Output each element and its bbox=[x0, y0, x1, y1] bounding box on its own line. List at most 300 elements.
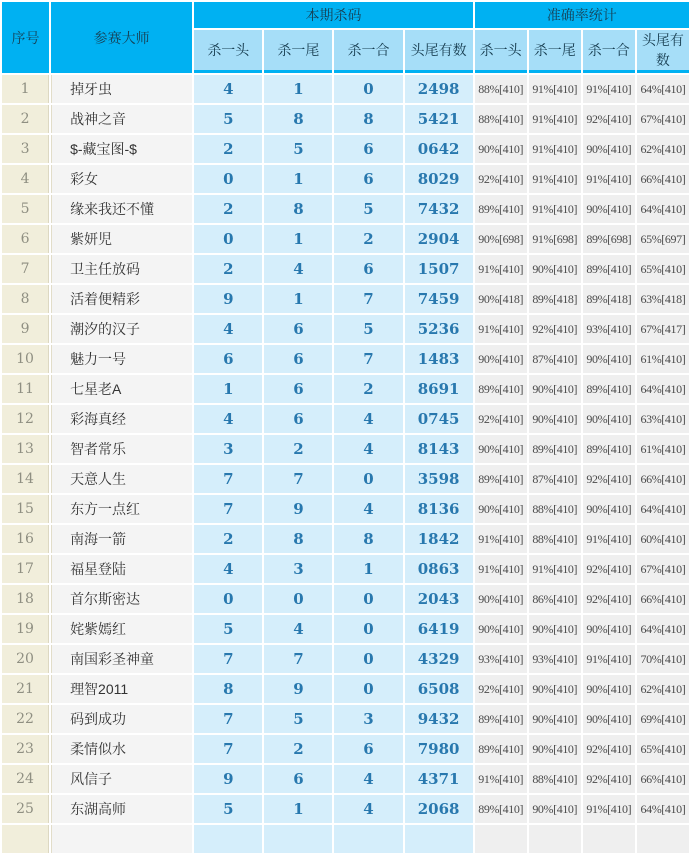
kill-code-value: 6419 bbox=[405, 615, 473, 643]
kill-code-value: 1 bbox=[334, 555, 402, 583]
kill-code-value: 0863 bbox=[405, 555, 473, 583]
kill-code-value: 4 bbox=[194, 315, 262, 343]
accuracy-value: 91%[410] bbox=[529, 555, 581, 583]
subheader-kill-tail: 杀一尾 bbox=[264, 30, 332, 73]
kill-code-value: 8 bbox=[264, 525, 332, 553]
master-name: 南海一箭 bbox=[51, 525, 192, 553]
row-number: 23 bbox=[2, 735, 49, 763]
table-row bbox=[2, 585, 689, 613]
master-name: 彩女 bbox=[51, 165, 192, 193]
accuracy-value: 92%[410] bbox=[583, 465, 635, 493]
kill-code-value: 8 bbox=[194, 675, 262, 703]
kill-code-value: 1507 bbox=[405, 255, 473, 283]
accuracy-value: 66%[410] bbox=[637, 465, 689, 493]
kill-code-value: 8 bbox=[264, 105, 332, 133]
accuracy-value: 91%[410] bbox=[475, 765, 527, 793]
kill-code-value: 7980 bbox=[405, 735, 473, 763]
kill-code-value: 8143 bbox=[405, 435, 473, 463]
accuracy-value: 93%[410] bbox=[529, 645, 581, 673]
kill-code-value: 2 bbox=[264, 735, 332, 763]
master-name: 卫主任放码 bbox=[51, 255, 192, 283]
row-number: 5 bbox=[2, 195, 49, 223]
master-name: 魅力一号 bbox=[51, 345, 192, 373]
row-number: 10 bbox=[2, 345, 49, 373]
accuracy-value: 92%[410] bbox=[475, 405, 527, 433]
accuracy-value: 62%[410] bbox=[637, 135, 689, 163]
table-row bbox=[2, 225, 689, 253]
table-row bbox=[2, 135, 689, 163]
accuracy-value: 87%[410] bbox=[529, 465, 581, 493]
kill-code-value: 2 bbox=[334, 375, 402, 403]
kill-code-value: 9432 bbox=[405, 705, 473, 733]
kill-code-value: 6 bbox=[334, 735, 402, 763]
accuracy-value: 91%[410] bbox=[529, 105, 581, 133]
accuracy-value: 86%[410] bbox=[529, 585, 581, 613]
column-header-no: 序号 bbox=[2, 2, 49, 73]
subheader-acc-kill-sum: 杀一合 bbox=[583, 30, 635, 73]
table-row bbox=[2, 735, 689, 763]
master-name: 七星老A bbox=[51, 375, 192, 403]
accuracy-value: 65%[697] bbox=[637, 225, 689, 253]
row-number: 20 bbox=[2, 645, 49, 673]
accuracy-value: 90%[410] bbox=[583, 675, 635, 703]
accuracy-value: 89%[410] bbox=[475, 195, 527, 223]
kill-code-value: 1 bbox=[264, 75, 332, 103]
accuracy-value: 64%[410] bbox=[637, 75, 689, 103]
accuracy-value bbox=[529, 825, 581, 853]
accuracy-value: 92%[410] bbox=[583, 735, 635, 763]
kill-code-value: 2 bbox=[334, 225, 402, 253]
accuracy-value: 91%[410] bbox=[529, 195, 581, 223]
kill-code-value: 5 bbox=[194, 795, 262, 823]
kill-code-value: 0 bbox=[334, 585, 402, 613]
accuracy-value: 91%[410] bbox=[529, 75, 581, 103]
kill-code-value: 3 bbox=[264, 555, 332, 583]
accuracy-value: 70%[410] bbox=[637, 645, 689, 673]
row-number: 15 bbox=[2, 495, 49, 523]
table-row bbox=[2, 825, 689, 853]
master-name: 柔情似水 bbox=[51, 735, 192, 763]
accuracy-value: 92%[410] bbox=[583, 585, 635, 613]
accuracy-value: 89%[410] bbox=[583, 435, 635, 463]
accuracy-value: 89%[410] bbox=[475, 795, 527, 823]
kill-code-value: 2043 bbox=[405, 585, 473, 613]
master-name: 智者常乐 bbox=[51, 435, 192, 463]
subheader-acc-headtail-numbers: 头尾有数 bbox=[637, 30, 689, 73]
row-number: 1 bbox=[2, 75, 49, 103]
accuracy-value: 91%[410] bbox=[583, 795, 635, 823]
table-row bbox=[2, 105, 689, 133]
accuracy-value: 90%[410] bbox=[475, 585, 527, 613]
kill-code-value: 0 bbox=[334, 615, 402, 643]
kill-code-value: 0 bbox=[194, 165, 262, 193]
table-row bbox=[2, 405, 689, 433]
accuracy-value: 90%[410] bbox=[529, 675, 581, 703]
kill-code-value: 2 bbox=[194, 255, 262, 283]
accuracy-value: 64%[410] bbox=[637, 495, 689, 523]
kill-code-value: 2 bbox=[264, 435, 332, 463]
kill-code-value: 2904 bbox=[405, 225, 473, 253]
kill-code-value: 4 bbox=[194, 75, 262, 103]
accuracy-value: 92%[410] bbox=[583, 555, 635, 583]
kill-code-value: 7 bbox=[334, 285, 402, 313]
accuracy-value: 66%[410] bbox=[637, 165, 689, 193]
accuracy-value: 92%[410] bbox=[583, 765, 635, 793]
kill-code-value: 0 bbox=[334, 645, 402, 673]
kill-code-value: 6 bbox=[264, 315, 332, 343]
kill-code-value: 0 bbox=[264, 585, 332, 613]
table-row bbox=[2, 345, 689, 373]
master-name: 紫妍児 bbox=[51, 225, 192, 253]
row-number: 14 bbox=[2, 465, 49, 493]
accuracy-value: 89%[410] bbox=[475, 375, 527, 403]
accuracy-value: 64%[410] bbox=[637, 795, 689, 823]
kill-code-value: 5 bbox=[334, 315, 402, 343]
kill-code-value: 8029 bbox=[405, 165, 473, 193]
master-name: 福星登陆 bbox=[51, 555, 192, 583]
accuracy-value: 88%[410] bbox=[529, 525, 581, 553]
table-row bbox=[2, 435, 689, 463]
accuracy-value: 91%[410] bbox=[475, 525, 527, 553]
accuracy-value: 93%[410] bbox=[583, 315, 635, 343]
kill-code-value: 1 bbox=[264, 225, 332, 253]
kill-code-value: 7 bbox=[194, 645, 262, 673]
row-number: 9 bbox=[2, 315, 49, 343]
kill-code-value: 8136 bbox=[405, 495, 473, 523]
column-header-master: 参赛大师 bbox=[51, 2, 192, 73]
row-number: 16 bbox=[2, 525, 49, 553]
accuracy-value: 90%[410] bbox=[475, 615, 527, 643]
accuracy-value: 92%[410] bbox=[583, 105, 635, 133]
table-row bbox=[2, 615, 689, 643]
kill-code-value: 0 bbox=[334, 465, 402, 493]
accuracy-value: 90%[410] bbox=[529, 795, 581, 823]
kill-code-value: 7 bbox=[194, 735, 262, 763]
accuracy-value: 60%[410] bbox=[637, 525, 689, 553]
kill-code-value: 4 bbox=[194, 405, 262, 433]
accuracy-value: 91%[410] bbox=[475, 555, 527, 583]
table-row bbox=[2, 525, 689, 553]
accuracy-value: 89%[418] bbox=[529, 285, 581, 313]
accuracy-value: 89%[410] bbox=[475, 705, 527, 733]
kill-code-value: 1 bbox=[264, 285, 332, 313]
accuracy-value: 91%[410] bbox=[583, 165, 635, 193]
master-name: 潮汐的汉子 bbox=[51, 315, 192, 343]
kill-code-value: 5 bbox=[194, 105, 262, 133]
accuracy-value: 65%[410] bbox=[637, 255, 689, 283]
accuracy-value bbox=[637, 825, 689, 853]
kill-code-value: 4 bbox=[194, 555, 262, 583]
subheader-acc-kill-head: 杀一头 bbox=[475, 30, 527, 73]
kill-code-value: 4 bbox=[334, 405, 402, 433]
accuracy-value: 61%[410] bbox=[637, 345, 689, 373]
kill-code-value: 7 bbox=[194, 495, 262, 523]
accuracy-value: 90%[410] bbox=[475, 135, 527, 163]
table-row bbox=[2, 375, 689, 403]
accuracy-value: 90%[410] bbox=[529, 705, 581, 733]
kill-code-value: 6 bbox=[334, 135, 402, 163]
accuracy-value: 67%[410] bbox=[637, 555, 689, 583]
kill-code-value bbox=[194, 825, 262, 853]
accuracy-value: 91%[410] bbox=[475, 315, 527, 343]
accuracy-value: 91%[410] bbox=[583, 525, 635, 553]
kill-code-value bbox=[264, 825, 332, 853]
row-number: 21 bbox=[2, 675, 49, 703]
accuracy-value: 91%[698] bbox=[529, 225, 581, 253]
master-name: 东方一点红 bbox=[51, 495, 192, 523]
kill-code-value: 7 bbox=[264, 645, 332, 673]
kill-code-value: 8691 bbox=[405, 375, 473, 403]
accuracy-value: 63%[418] bbox=[637, 285, 689, 313]
table-row bbox=[2, 255, 689, 283]
master-name: 姹紫嫣红 bbox=[51, 615, 192, 643]
kill-code-value: 9 bbox=[194, 285, 262, 313]
row-number: 3 bbox=[2, 135, 49, 163]
master-name: 战神之音 bbox=[51, 105, 192, 133]
accuracy-value: 89%[418] bbox=[583, 285, 635, 313]
kill-code-value: 1 bbox=[264, 165, 332, 193]
kill-code-value: 1842 bbox=[405, 525, 473, 553]
row-number: 19 bbox=[2, 615, 49, 643]
accuracy-value: 89%[410] bbox=[583, 255, 635, 283]
kill-code-value: 7 bbox=[194, 465, 262, 493]
accuracy-value: 88%[410] bbox=[475, 105, 527, 133]
kill-code-value: 7 bbox=[264, 465, 332, 493]
table-row bbox=[2, 195, 689, 223]
master-name: 天意人生 bbox=[51, 465, 192, 493]
accuracy-value: 90%[418] bbox=[475, 285, 527, 313]
accuracy-value: 87%[410] bbox=[529, 345, 581, 373]
accuracy-value: 92%[410] bbox=[529, 315, 581, 343]
accuracy-value: 90%[410] bbox=[583, 495, 635, 523]
kill-code-value: 7 bbox=[194, 705, 262, 733]
kill-code-value: 0 bbox=[194, 585, 262, 613]
kill-code-value: 7459 bbox=[405, 285, 473, 313]
accuracy-value: 91%[410] bbox=[529, 165, 581, 193]
kill-code-value: 0 bbox=[334, 675, 402, 703]
row-number: 12 bbox=[2, 405, 49, 433]
kill-code-value: 3598 bbox=[405, 465, 473, 493]
table-row bbox=[2, 765, 689, 793]
kill-code-value: 7 bbox=[334, 345, 402, 373]
kill-code-value: 5236 bbox=[405, 315, 473, 343]
accuracy-value: 90%[410] bbox=[475, 495, 527, 523]
kill-code-value: 4 bbox=[334, 495, 402, 523]
accuracy-value: 67%[417] bbox=[637, 315, 689, 343]
accuracy-value: 90%[410] bbox=[583, 135, 635, 163]
kill-code-value: 1 bbox=[194, 375, 262, 403]
master-name: 风信子 bbox=[51, 765, 192, 793]
accuracy-value: 66%[410] bbox=[637, 765, 689, 793]
kill-code-value: 3 bbox=[194, 435, 262, 463]
kill-code-value: 6 bbox=[264, 375, 332, 403]
accuracy-value: 90%[410] bbox=[475, 435, 527, 463]
table-body bbox=[2, 75, 689, 853]
master-name: 掉牙虫 bbox=[51, 75, 192, 103]
group-header-current-kill-codes: 本期杀码 bbox=[194, 2, 472, 28]
kill-code-value: 8 bbox=[334, 525, 402, 553]
kill-code-value: 0 bbox=[334, 75, 402, 103]
row-number: 6 bbox=[2, 225, 49, 253]
row-number: 7 bbox=[2, 255, 49, 283]
kill-code-value: 0745 bbox=[405, 405, 473, 433]
kill-code-value: 5 bbox=[334, 195, 402, 223]
accuracy-value: 88%[410] bbox=[529, 495, 581, 523]
accuracy-value bbox=[583, 825, 635, 853]
table-row bbox=[2, 795, 689, 823]
accuracy-value: 90%[410] bbox=[583, 615, 635, 643]
table-row bbox=[2, 465, 689, 493]
accuracy-value bbox=[475, 825, 527, 853]
kill-code-value: 6 bbox=[264, 765, 332, 793]
row-number: 2 bbox=[2, 105, 49, 133]
kill-code-value: 4 bbox=[334, 765, 402, 793]
row-number: 4 bbox=[2, 165, 49, 193]
kill-code-value: 4 bbox=[264, 615, 332, 643]
table-row bbox=[2, 285, 689, 313]
accuracy-value: 90%[410] bbox=[475, 345, 527, 373]
kill-code-value: 1483 bbox=[405, 345, 473, 373]
master-name: 东湖高师 bbox=[51, 795, 192, 823]
accuracy-value: 91%[410] bbox=[475, 255, 527, 283]
accuracy-value: 93%[410] bbox=[475, 645, 527, 673]
kill-code-value: 8 bbox=[264, 195, 332, 223]
table-row bbox=[2, 315, 689, 343]
accuracy-value: 88%[410] bbox=[475, 75, 527, 103]
kill-code-value: 9 bbox=[264, 675, 332, 703]
accuracy-value: 90%[410] bbox=[583, 345, 635, 373]
row-number: 25 bbox=[2, 795, 49, 823]
kill-code-value: 0642 bbox=[405, 135, 473, 163]
kill-code-value: 4 bbox=[264, 255, 332, 283]
kill-code-value: 3 bbox=[334, 705, 402, 733]
kill-code-value: 2498 bbox=[405, 75, 473, 103]
accuracy-value: 66%[410] bbox=[637, 585, 689, 613]
table-row bbox=[2, 645, 689, 673]
accuracy-value: 64%[410] bbox=[637, 375, 689, 403]
master-name bbox=[51, 825, 192, 853]
kill-code-value: 9 bbox=[264, 495, 332, 523]
master-name: 彩海真经 bbox=[51, 405, 192, 433]
kill-code-value: 5 bbox=[264, 705, 332, 733]
accuracy-value: 89%[698] bbox=[583, 225, 635, 253]
table-row bbox=[2, 555, 689, 583]
kill-code-value: 5421 bbox=[405, 105, 473, 133]
kill-code-value: 7432 bbox=[405, 195, 473, 223]
kill-code-value: 4 bbox=[334, 435, 402, 463]
accuracy-value: 90%[410] bbox=[529, 255, 581, 283]
kill-code-value: 2068 bbox=[405, 795, 473, 823]
row-number: 13 bbox=[2, 435, 49, 463]
master-name: 南国彩圣神童 bbox=[51, 645, 192, 673]
kill-code-value: 4329 bbox=[405, 645, 473, 673]
subheader-kill-sum: 杀一合 bbox=[334, 30, 402, 73]
accuracy-value: 69%[410] bbox=[637, 705, 689, 733]
table-row bbox=[2, 165, 689, 193]
accuracy-value: 89%[410] bbox=[583, 375, 635, 403]
master-name: 理智2011 bbox=[51, 675, 192, 703]
kill-code-value: 8 bbox=[334, 105, 402, 133]
accuracy-value: 92%[410] bbox=[475, 165, 527, 193]
kill-code-value bbox=[334, 825, 402, 853]
accuracy-value: 89%[410] bbox=[529, 435, 581, 463]
kill-code-value: 6 bbox=[334, 165, 402, 193]
master-name: 首尔斯密达 bbox=[51, 585, 192, 613]
table-header bbox=[2, 2, 689, 73]
kill-code-value: 4 bbox=[334, 795, 402, 823]
table-row bbox=[2, 495, 689, 523]
kill-code-value: 6 bbox=[194, 345, 262, 373]
accuracy-value: 90%[410] bbox=[583, 405, 635, 433]
kill-code-value: 1 bbox=[264, 795, 332, 823]
group-header-accuracy-stats: 准确率统计 bbox=[475, 2, 689, 28]
subheader-acc-kill-tail: 杀一尾 bbox=[529, 30, 581, 73]
kill-code-value: 2 bbox=[194, 135, 262, 163]
row-number: 11 bbox=[2, 375, 49, 403]
accuracy-value: 64%[410] bbox=[637, 615, 689, 643]
accuracy-value: 89%[410] bbox=[475, 735, 527, 763]
accuracy-value: 89%[410] bbox=[475, 465, 527, 493]
master-name: 码到成功 bbox=[51, 705, 192, 733]
kill-code-value: 6 bbox=[264, 345, 332, 373]
kill-code-value: 2 bbox=[194, 195, 262, 223]
accuracy-value: 90%[410] bbox=[529, 615, 581, 643]
accuracy-value: 91%[410] bbox=[529, 135, 581, 163]
accuracy-value: 90%[410] bbox=[529, 405, 581, 433]
row-number: 22 bbox=[2, 705, 49, 733]
master-name: 活着便精彩 bbox=[51, 285, 192, 313]
accuracy-value: 63%[410] bbox=[637, 405, 689, 433]
kill-code-value: 0 bbox=[194, 225, 262, 253]
master-name: $-藏宝图-$ bbox=[51, 135, 192, 163]
kill-code-value: 6 bbox=[334, 255, 402, 283]
accuracy-value: 90%[410] bbox=[583, 195, 635, 223]
row-number: 17 bbox=[2, 555, 49, 583]
kill-code-value: 4371 bbox=[405, 765, 473, 793]
table-row bbox=[2, 705, 689, 733]
kill-code-value: 2 bbox=[194, 525, 262, 553]
accuracy-value: 64%[410] bbox=[637, 195, 689, 223]
accuracy-value: 90%[698] bbox=[475, 225, 527, 253]
row-number: 18 bbox=[2, 585, 49, 613]
accuracy-value: 92%[410] bbox=[475, 675, 527, 703]
table-row bbox=[2, 75, 689, 103]
accuracy-value: 91%[410] bbox=[583, 75, 635, 103]
accuracy-value: 90%[410] bbox=[529, 735, 581, 763]
accuracy-value: 90%[410] bbox=[529, 375, 581, 403]
accuracy-value: 91%[410] bbox=[583, 645, 635, 673]
subheader-kill-head: 杀一头 bbox=[194, 30, 262, 73]
row-number bbox=[2, 825, 49, 853]
accuracy-value: 65%[410] bbox=[637, 735, 689, 763]
kill-code-value bbox=[405, 825, 473, 853]
row-number: 24 bbox=[2, 765, 49, 793]
kill-code-value: 6 bbox=[264, 405, 332, 433]
table-row bbox=[2, 675, 689, 703]
subheader-headtail-numbers: 头尾有数 bbox=[405, 30, 473, 73]
kill-code-value: 5 bbox=[194, 615, 262, 643]
row-number: 8 bbox=[2, 285, 49, 313]
kill-code-value: 9 bbox=[194, 765, 262, 793]
accuracy-value: 88%[410] bbox=[529, 765, 581, 793]
accuracy-value: 67%[410] bbox=[637, 105, 689, 133]
accuracy-value: 62%[410] bbox=[637, 675, 689, 703]
accuracy-value: 61%[410] bbox=[637, 435, 689, 463]
kill-code-value: 5 bbox=[264, 135, 332, 163]
master-name: 缘来我还不懂 bbox=[51, 195, 192, 223]
kill-code-value: 6508 bbox=[405, 675, 473, 703]
accuracy-value: 90%[410] bbox=[583, 705, 635, 733]
